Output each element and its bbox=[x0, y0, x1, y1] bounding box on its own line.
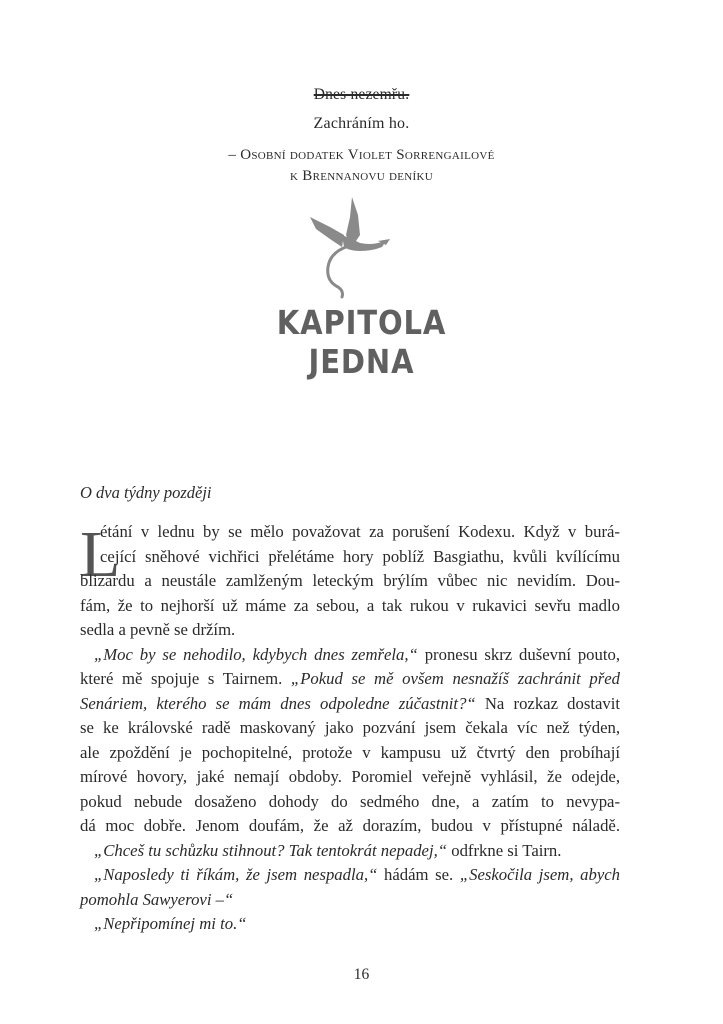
text-line bbox=[80, 643, 620, 668]
epigraph-attribution-cont: k Brennanovu deníku bbox=[290, 168, 433, 184]
text-line: blizardu a neustále zamlženým leteckým brýlím vůbec nic nevidím. Dou- bbox=[80, 571, 620, 590]
epigraph-struck-line: Dnes nezemřu. bbox=[313, 86, 410, 103]
text-line bbox=[80, 863, 620, 888]
dialogue-italic: pomohla Sawyerovi –“ bbox=[80, 889, 234, 909]
chapter-heading-line1: KAPITOLA bbox=[276, 303, 447, 342]
text-line bbox=[80, 839, 620, 864]
text-line bbox=[80, 692, 620, 717]
text-line: pokud nebude dosaženo dohody do sedmého dne, a zatím to nevypa- bbox=[80, 791, 620, 811]
text-line: ale zpoždění je pochopitelné, protože v kampusu už čtvrtý den probíhají bbox=[80, 742, 620, 762]
time-note: O dva týdny později bbox=[80, 483, 212, 502]
dialogue-italic: Senáriem, kterého se mám dnes odpoledne zúčastnit?“ bbox=[80, 693, 476, 713]
epigraph-attribution: – Osobní dodatek Violet Sorrengailové bbox=[228, 147, 495, 163]
drop-cap: L bbox=[80, 518, 121, 591]
dialogue-italic: „Moc by se nehodilo, kdybych dnes zemřela,“ bbox=[94, 644, 418, 664]
page-number: 16 bbox=[353, 966, 370, 983]
narration: odfrkne si Tairn. bbox=[447, 840, 562, 860]
text-line: cející sněhové vichřici přelétáme hory poblíž Basgiathu, kvůli kvílícímu bbox=[100, 546, 620, 566]
text-line bbox=[80, 888, 620, 913]
text-line: mírové hovory, jaké nemají obdoby. Poromiel veřejně vyhlásil, že odejde, bbox=[80, 767, 620, 786]
text-line: fám, že to nejhorší už máme za sebou, a tak rukou v rukavici sevřu madlo bbox=[80, 595, 620, 615]
narration: pronesu skrz duševní pouto, bbox=[417, 644, 621, 664]
text-line bbox=[80, 667, 620, 692]
narration: které mě spojuje s Tairnem. bbox=[80, 669, 291, 688]
text-line: étání v lednu by se mělo považovat za porušení Kodexu. Když v burá- bbox=[100, 522, 620, 541]
dialogue-italic: „Pokud se mě ovšem nesnažíš zachránit před bbox=[290, 669, 620, 688]
text-line: sedla a pevně se držím. bbox=[80, 620, 236, 639]
body-text bbox=[80, 520, 620, 937]
dragon-icon bbox=[300, 195, 395, 300]
chapter-heading-line2: JEDNA bbox=[308, 342, 415, 381]
epigraph-line: Zachráním ho. bbox=[313, 115, 410, 132]
text-line: se ke královské radě maskovaný jako pozvání jsem čekala víc než týden, bbox=[80, 718, 620, 737]
dialogue-italic: „Seskočila jsem, abych bbox=[459, 865, 620, 884]
narration: Na rozkaz dostavit bbox=[475, 693, 620, 713]
narration: hádám se. bbox=[377, 865, 460, 884]
dialogue-italic: „Naposledy ti říkám, že jsem nespadla,“ bbox=[94, 865, 378, 884]
text-line: dá moc dobře. Jenom doufám, že až dorazím, budou v přístupné náladě. bbox=[80, 816, 620, 835]
text-line bbox=[80, 912, 620, 937]
dialogue-italic: „Chceš tu schůzku stihnout? Tak tentokrát nepadej,“ bbox=[94, 840, 448, 860]
dialogue-italic: „Nepřipomínej mi to.“ bbox=[94, 914, 247, 933]
